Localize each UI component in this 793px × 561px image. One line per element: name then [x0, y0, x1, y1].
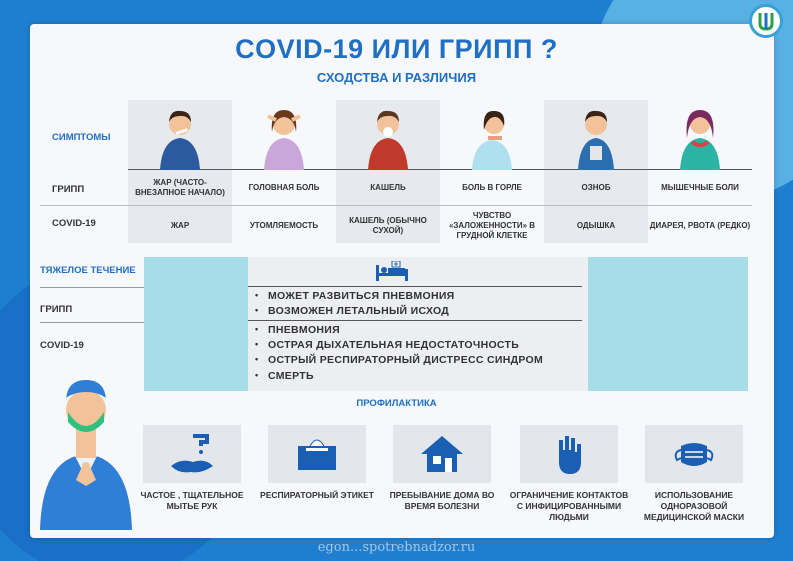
- covid-symptom-5: ОДЫШКА: [576, 221, 616, 230]
- severe-covid-item: • СМЕРТЬ: [268, 370, 314, 382]
- rospotrebnadzor-logo: [749, 4, 783, 38]
- hospital-bed-icon: [375, 261, 409, 288]
- covid-row-label: COVID-19: [52, 218, 96, 229]
- house-icon: [393, 425, 491, 483]
- headache-person-icon: [232, 100, 336, 170]
- flu-symptom-2: ГОЛОВНАЯ БОЛЬ: [248, 183, 320, 192]
- divider-line: [248, 320, 582, 321]
- severe-covid-label: COVID-19: [40, 340, 84, 351]
- prevention-label-5: ИСПОЛЬЗОВАНИЕ ОДНОРАЗОВОЙ МЕДИЦИНСКОЙ МАСКИ: [643, 490, 745, 522]
- symptoms-row-label: СИМПТОМЫ: [52, 132, 111, 143]
- tissue-box-icon: [268, 425, 366, 483]
- severe-flu-item: • ВОЗМОЖЕН ЛЕТАЛЬНЫЙ ИСХОД: [268, 305, 449, 317]
- severe-teal-block-right: [588, 257, 748, 391]
- prevention-label-3: ПРЕБЫВАНИЕ ДОМА ВО ВРЕМЯ БОЛЕЗНИ: [389, 490, 495, 511]
- flu-symptom-3: КАШЕЛЬ: [370, 183, 406, 192]
- flu-symptom-6: МЫШЕЧНЫЕ БОЛИ: [661, 183, 739, 192]
- covid-symptom-3: КАШЕЛЬ (ОБЫЧНО СУХОЙ): [349, 216, 427, 235]
- face-mask-icon: [645, 425, 743, 483]
- muscle-pain-person-icon: [648, 100, 752, 170]
- severe-covid-item: • ПНЕВМОНИЯ: [268, 324, 340, 336]
- covid-symptom-4: ЧУВСТВО «ЗАЛОЖЕННОСТИ» В ГРУДНОЙ КЛЕТКЕ: [448, 211, 536, 240]
- severe-flu-item: • МОЖЕТ РАЗВИТЬСЯ ПНЕВМОНИЯ: [268, 290, 455, 302]
- flu-symptom-4: БОЛЬ В ГОРЛЕ: [462, 183, 522, 192]
- severe-covid-item: • ОСТРЫЙ РЕСПИРАТОРНЫЙ ДИСТРЕСС СИНДРОМ: [268, 354, 543, 366]
- divider-line: [40, 322, 144, 323]
- cough-person-icon: [336, 100, 440, 170]
- prevention-label-4: ОГРАНИЧЕНИЕ КОНТАКТОВ С ИНФИЦИРОВАННЫМИ ЛЮДЬМИ: [509, 490, 629, 522]
- flu-symptom-1: ЖАР (ЧАСТО- ВНЕЗАПНОЕ НАЧАЛО): [135, 178, 225, 197]
- prevention-label-2: РЕСПИРАТОРНЫЙ ЭТИКЕТ: [260, 490, 374, 500]
- severe-covid-item: • ОСТРАЯ ДЫХАТЕЛЬНАЯ НЕДОСТАТОЧНОСТЬ: [268, 339, 519, 351]
- covid-symptom-6: ДИАРЕЯ, РВОТА (РЕДКО): [649, 221, 751, 230]
- fever-person-icon: [128, 100, 232, 170]
- severe-flu-label: ГРИПП: [40, 304, 73, 315]
- divider-line: [40, 287, 144, 288]
- divider-line: [248, 286, 582, 287]
- page-subtitle: СХОДСТВА И РАЗЛИЧИЯ: [316, 70, 477, 85]
- chills-person-icon: [544, 100, 648, 170]
- severe-row-label: ТЯЖЕЛОЕ ТЕЧЕНИЕ: [40, 265, 136, 276]
- watermark: egon...spotrebnadzor.ru: [317, 540, 476, 555]
- doctor-illustration: [38, 370, 134, 535]
- prevention-title: ПРОФИЛАКТИКА: [356, 398, 437, 409]
- flu-symptom-5: ОЗНОБ: [581, 183, 611, 192]
- sore-throat-person-icon: [440, 100, 544, 170]
- stop-hand-icon: [520, 425, 618, 483]
- prevention-label-1: ЧАСТОЕ , ТЩАТЕЛЬНОЕ МЫТЬЕ РУК: [140, 490, 244, 511]
- covid-symptom-1: ЖАР: [170, 221, 190, 230]
- page-title: COVID-19 ИЛИ ГРИПП ?: [235, 34, 558, 64]
- covid-symptom-2: УТОМЛЯЕМОСТЬ: [249, 221, 319, 230]
- flu-row-label: ГРИПП: [52, 184, 85, 195]
- severe-teal-block-left: [144, 257, 248, 391]
- handwashing-icon: [143, 425, 241, 483]
